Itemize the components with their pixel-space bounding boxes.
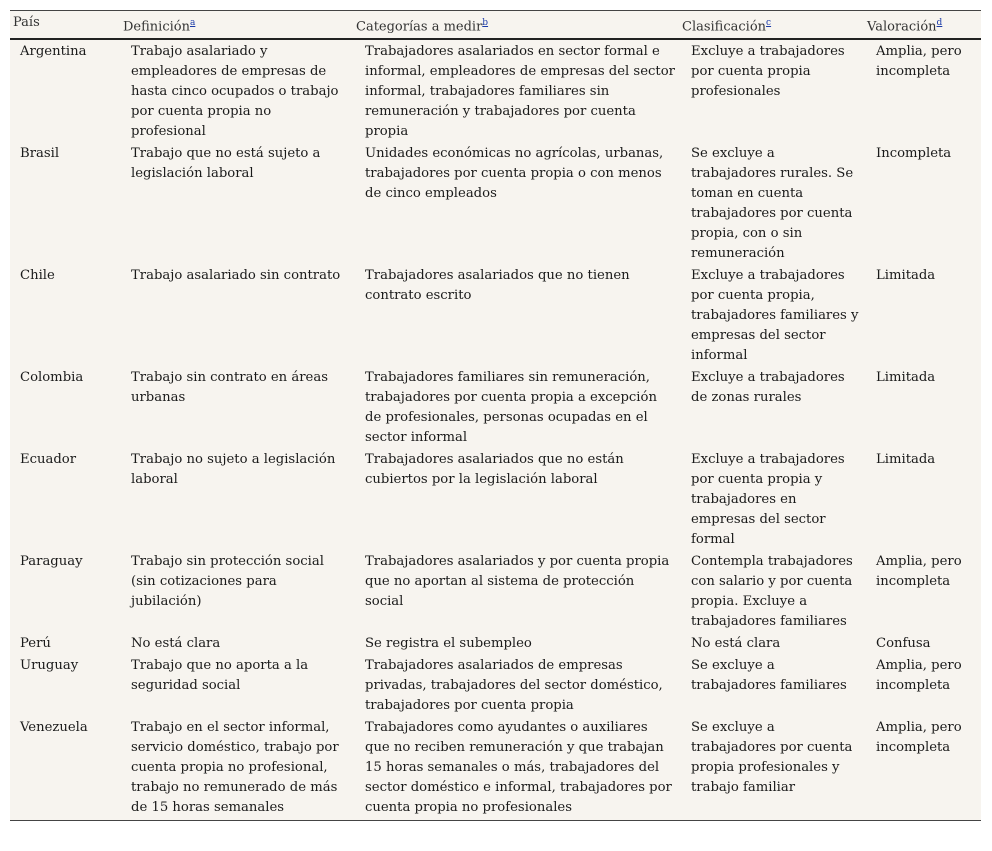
header-clasificacion: Clasificación$^c$ [681,11,866,40]
cell-categorias: Trabajadores asalariados en sector formal e informal, empleadores de empresas del sector informal, trabajadores familiares sin remuneración y trabajadores por cuenta propia [365,44,675,140]
cell-valoracion: Amplia, pero incompleta [876,554,962,590]
header-valoracion: Valoración$^d$ [866,11,981,40]
cell-categorias: Trabajadores asalariados que no tienen contrato escrito [365,268,630,304]
cell-pais: Venezuela [10,716,121,821]
table-row [10,366,981,448]
cell-definicion: Trabajo en el sector informal, servicio doméstico, trabajo por cuenta propia no profesional, trabajo no remunerado de más de 15 horas semanales [121,716,355,821]
cell-categorias: Se registra el subempleo [365,636,532,652]
cell-clasificacion: Excluye a trabajadores por cuenta propia, trabajadores familiares y empresas del sector informal [691,268,859,364]
cell-clasificacion: Excluye a trabajadores por cuenta propia profesionales [691,44,845,100]
table-body [10,39,981,821]
cell-pais: Ecuador [20,452,77,468]
cell-valoracion: Amplia, pero incompleta [866,716,981,821]
cell-categorias: Trabajadores asalariados y por cuenta propia que no aportan al sistema de protección social [365,554,670,610]
cell-pais: Argentina [20,44,87,60]
footnote-link-b[interactable]: b [482,18,489,28]
cell-valoracion: Limitada [876,268,936,284]
header-pais: País [10,11,121,40]
table-row [10,448,981,550]
cell-valoracion: Amplia, pero incompleta [876,44,962,80]
cell-definicion: Trabajo asalariado sin contrato [131,268,341,284]
cell-pais: Chile [20,268,55,284]
table-row [10,716,981,821]
cell-valoracion: Amplia, pero incompleta [876,658,962,694]
cell-clasificacion: Excluye a trabajadores por cuenta propia y trabajadores en empresas del sector formal [691,452,845,548]
cell-categorias: Unidades económicas no agrícolas, urbanas, trabajadores por cuenta propia o con menos de cinco empleados [365,146,664,202]
cell-pais: Uruguay [20,658,79,674]
cell-clasificacion: No está clara [691,636,781,652]
cell-categorias: Trabajadores asalariados que no están cubiertos por la legislación laboral [365,452,624,488]
table-row [10,39,981,142]
header-definicion: Definición$^a$ [121,11,355,40]
cell-valoracion: Limitada [876,452,936,468]
cell-clasificacion: Se excluye a trabajadores rurales. Se toman en cuenta trabajadores por cuenta propia, con o sin remuneración [691,146,854,262]
cell-definicion: Trabajo asalariado y empleadores de empresas de hasta cinco ocupados o trabajo por cuenta propia no profesional [131,44,339,140]
cell-pais: Perú [20,636,51,652]
cell-clasificacion: Contempla trabajadores con salario y por cuenta propia. Excluye a trabajadores familiares [691,554,853,630]
cell-definicion: Trabajo sin protección social (sin cotizaciones para jubilación) [131,554,324,610]
table-row [10,632,981,654]
cell-definicion: Trabajo sin contrato en áreas urbanas [131,370,328,406]
cell-definicion: No está clara [131,636,221,652]
table-container [10,10,981,821]
cell-categorias: Trabajadores asalariados de empresas privadas, trabajadores del sector doméstico, trabajadores por cuenta propia [365,658,663,714]
table-row [10,142,981,264]
table-row [10,654,981,716]
cell-categorias: Trabajadores como ayudantes o auxiliares que no reciben remuneración y que trabajan 15 horas semanales o más, trabajadores del sector doméstico e informal, trabajadores por cuenta propia no profesionales [355,716,681,821]
cell-definicion: Trabajo que no aporta a la seguridad social [131,658,309,694]
footnote-link-d[interactable]: d [936,18,943,28]
cell-valoracion: Incompleta [876,146,952,162]
table-row [10,550,981,632]
table-header-row [10,11,981,40]
header-categorias: Categorías a medir$^b$ [355,11,681,40]
cell-pais: Brasil [20,146,60,162]
cell-pais: Colombia [20,370,84,386]
cell-clasificacion: Se excluye a trabajadores familiares [691,658,847,694]
cell-definicion: Trabajo que no está sujeto a legislación laboral [131,146,321,182]
cell-categorias: Trabajadores familiares sin remuneración, trabajadores por cuenta propia a excepción de profesionales, personas ocupadas en el sector informal [365,370,657,446]
cell-clasificacion: Excluye a trabajadores de zonas rurales [691,370,845,406]
cell-definicion: Trabajo no sujeto a legislación laboral [131,452,336,488]
cell-valoracion: Limitada [876,370,936,386]
informal-work-table [10,10,981,821]
cell-clasificacion: Se excluye a trabajadores por cuenta propia profesionales y trabajo familiar [681,716,866,821]
footnote-link-c[interactable]: c [766,18,772,28]
cell-pais: Paraguay [20,554,83,570]
footnote-link-a[interactable]: a [189,18,196,28]
table-row [10,264,981,366]
cell-valoracion: Confusa [876,636,931,652]
